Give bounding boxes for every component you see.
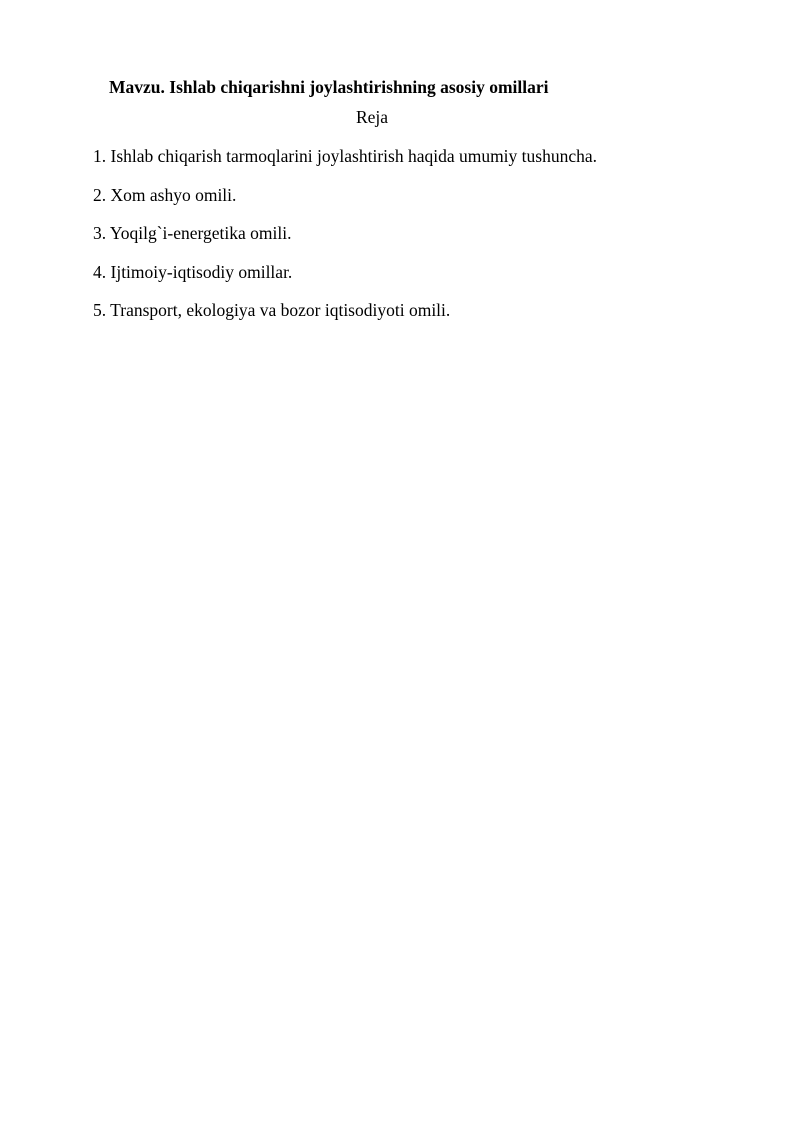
plan-item-2: 2. Xom ashyo omili. — [93, 184, 237, 205]
document-title: Mavzu. Ishlab chiqarishni joylashtirishning asosiy omillari — [109, 77, 549, 97]
plan-heading: Reja — [355, 107, 389, 127]
plan-item-3: 3. Yoqilg`i-energetika omili. — [93, 223, 292, 243]
plan-item-1: 1. Ishlab chiqarish tarmoqlarini joylashtirish haqida umumiy tushuncha. — [93, 146, 598, 166]
plan-item-5: 5. Transport, ekologiya va bozor iqtisodiyoti omili. — [93, 300, 451, 320]
plan-list — [93, 145, 597, 338]
plan-item-4: 4. Ijtimoiy-iqtisodiy omillar. — [93, 261, 293, 282]
